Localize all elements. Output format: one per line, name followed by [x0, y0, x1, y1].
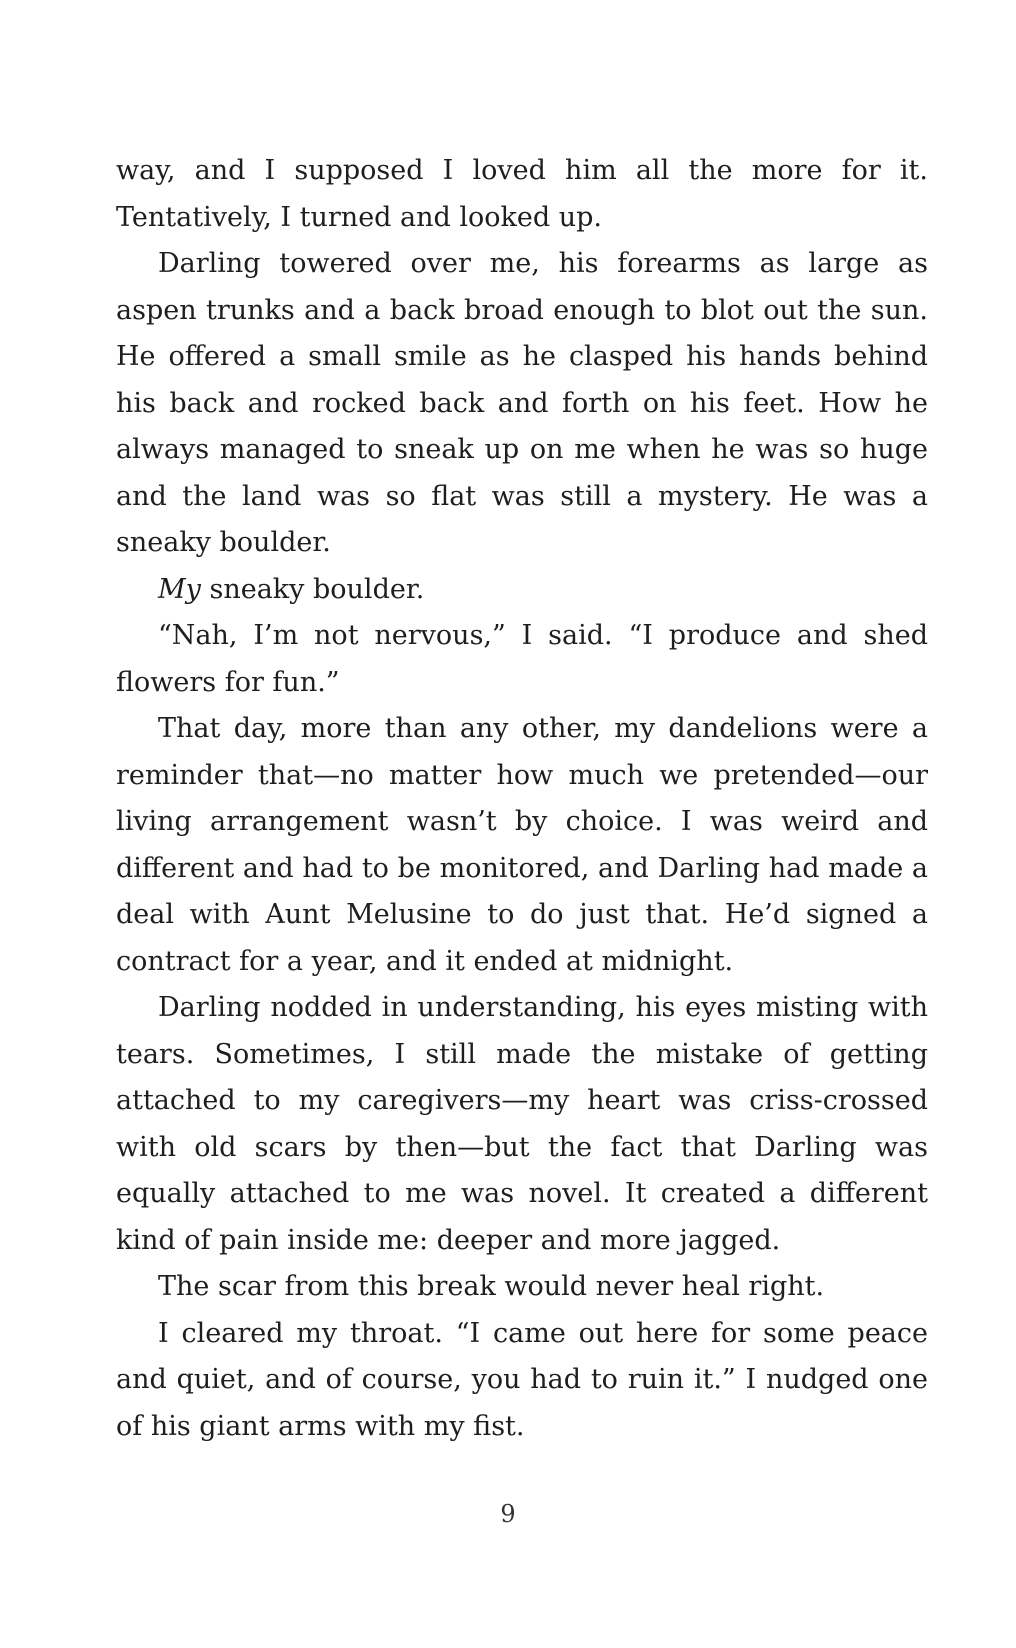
paragraph-3 [116, 567, 928, 614]
paragraph-3-rest: sneaky boulder. [200, 573, 425, 605]
paragraph-2: Darling towered over me, his forearms as large as aspen trunks and a back broad enough to blot out the sun. He offered a small smile as he clasped his hands behind his back and rocked back and forth on his feet. How he always managed to sneak up on me when he was so huge and the land was so flat was still a mystery. He was a sneaky boulder. [116, 248, 928, 558]
page-number: 9 [500, 1500, 516, 1528]
paragraph-6: Darling nodded in understanding, his eyes misting with tears. Sometimes, I still made the mistake of getting attached to my caregivers—my heart was criss-crossed with old scars by then—but the fact that Darling was equally attached to me was novel. It created a different kind of pain inside me: deeper and more jagged. [116, 992, 928, 1256]
paragraph-5: That day, more than any other, my dandelions were a reminder that—no matter how much we pretended—our living arrangement wasn’t by choice. I was weird and different and had to be monitored, and Darling had made a deal with Aunt Melusine to do just that. He’d signed a contract for a year, and it ended at midnight. [116, 713, 928, 977]
paragraph-1: way, and I supposed I loved him all the more for it. Tentatively, I turned and looked up. [116, 155, 928, 233]
paragraph-8: I cleared my throat. “I came out here for some peace and quiet, and of course, you had to ruin it.” I nudged one of his giant arms with my fist. [116, 1317, 928, 1442]
emphasis-my: My [158, 573, 201, 605]
paragraph-4: “Nah, I’m not nervous,” I said. “I produce and shed flowers for fun.” [116, 620, 928, 698]
page-body [116, 148, 928, 1478]
paragraph-7: The scar from this break would never heal right. [158, 1271, 825, 1302]
